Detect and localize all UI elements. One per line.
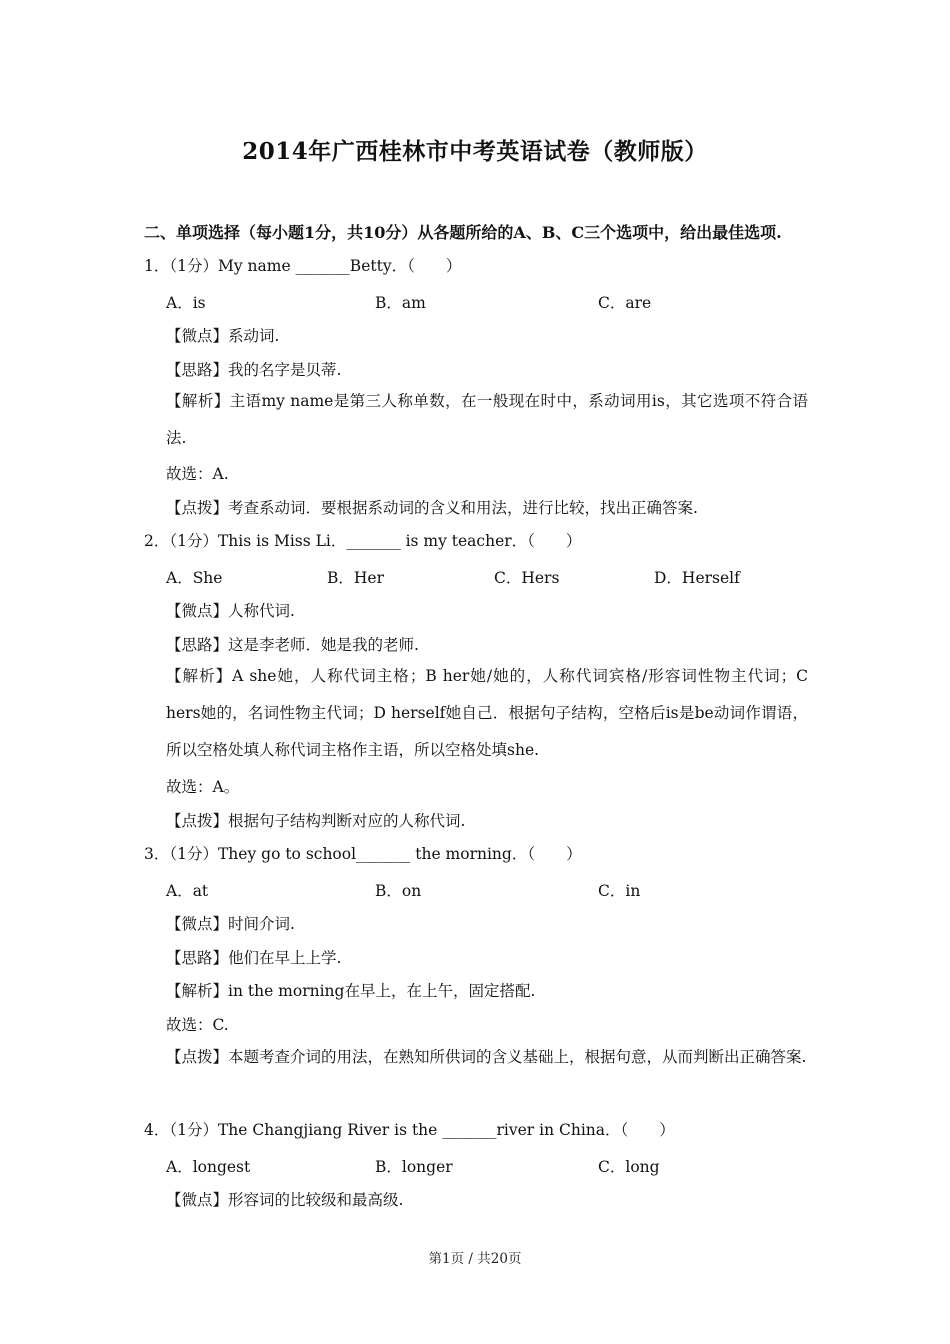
- question-3-silu: 【思路】他们在早上上学.: [166, 949, 342, 967]
- question-4-weidian: 【微点】形容词的比较级和最高级.: [166, 1191, 404, 1209]
- question-2-weidian: 【微点】人称代词.: [166, 602, 295, 620]
- question-1-weidian: 【微点】系动词.: [166, 327, 280, 345]
- question-3-option-b: B．on: [375, 882, 422, 900]
- question-4-option-a: A．longest: [166, 1158, 251, 1176]
- question-2-stem: 2．（1分）This is Miss Li．_______ is my teacher．（ ）: [144, 532, 582, 550]
- page-title: 2014年广西桂林市中考英语试卷（教师版）: [242, 138, 708, 165]
- question-1-option-a: A．is: [166, 294, 206, 312]
- question-3-jiexi: 【解析】in the morning在早上，在上午，固定搭配.: [166, 982, 536, 1000]
- question-3-dianbo: 【点拨】本题考查介词的用法，在熟知所供词的含义基础上，根据句意，从而判断出正确答案.: [166, 1048, 807, 1066]
- question-1-jiexi: 【解析】主语my name是第三人称单数，在一般现在时中，系动词用is，其它选项不符合语法.: [166, 392, 808, 447]
- question-3-option-a: A．at: [166, 882, 209, 900]
- question-2-answer: 故选：A。: [166, 778, 240, 796]
- question-1-dianbo: 【点拨】考查系动词．要根据系动词的含义和用法，进行比较，找出正确答案.: [166, 499, 698, 517]
- page-footer: 第1页 / 共20页: [428, 1251, 522, 1267]
- section-heading: 二、单项选择（每小题1分，共10分）从各题所给的A、B、C三个选项中，给出最佳选项.: [144, 223, 782, 242]
- question-1-stem: 1．（1分）My name _______Betty．（ ）: [144, 257, 462, 275]
- question-1-silu: 【思路】我的名字是贝蒂.: [166, 361, 342, 379]
- question-3-weidian: 【微点】时间介词.: [166, 915, 295, 933]
- question-3-stem: 3．（1分）They go to school_______ the morning．（ ）: [144, 845, 582, 863]
- question-3-option-c: C．in: [598, 882, 641, 900]
- question-2-option-c: C．Hers: [494, 569, 560, 587]
- question-2-dianbo: 【点拨】根据句子结构判断对应的人称代词.: [166, 812, 466, 830]
- question-2-option-a: A．She: [166, 569, 223, 587]
- question-2-option-d: D．Herself: [654, 569, 740, 587]
- question-2-jiexi: 【解析】A she她，人称代词主格；B her她/她的，人称代词宾格/形容词性物主代词；C hers她的，名词性物主代词；D herself她自己．根据句子结构，空格后is是be动词作谓语，所以空格处填人称代词主格作主语，所以空格处填she.: [166, 667, 808, 759]
- question-1-option-c: C．are: [598, 294, 652, 312]
- question-4-option-c: C．long: [598, 1158, 660, 1176]
- question-4-stem: 4．（1分）The Changjiang River is the _______river in China．（ ）: [144, 1121, 675, 1139]
- question-1-option-b: B．am: [375, 294, 426, 312]
- question-2-silu: 【思路】这是李老师．她是我的老师.: [166, 636, 419, 654]
- question-2-option-b: B．Her: [327, 569, 384, 587]
- question-3-answer: 故选：C.: [166, 1016, 229, 1034]
- question-4-option-b: B．longer: [375, 1158, 453, 1176]
- question-1-answer: 故选：A.: [166, 465, 229, 483]
